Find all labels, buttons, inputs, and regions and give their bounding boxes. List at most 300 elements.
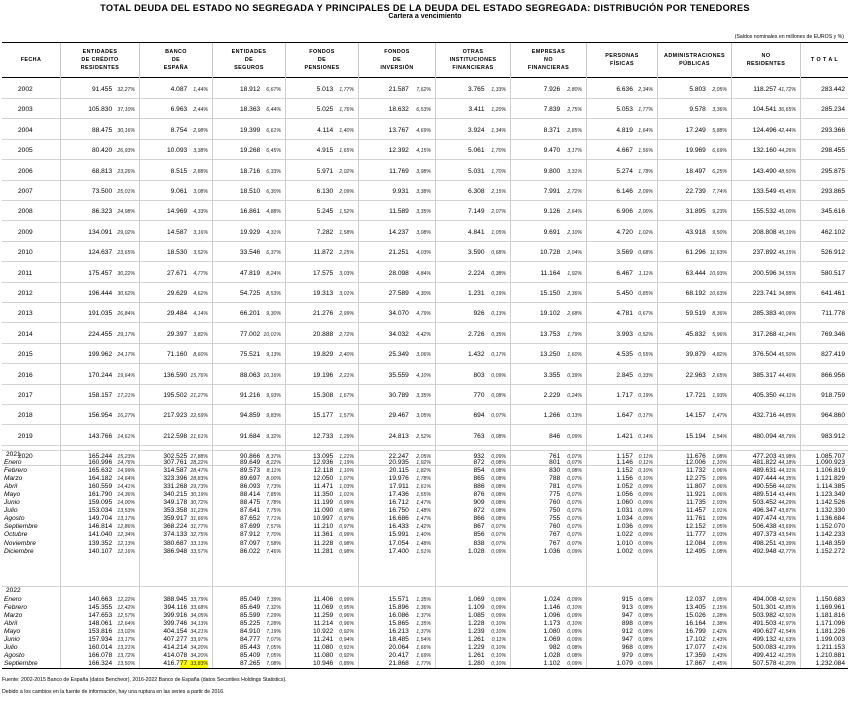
cell-percent: 8,11% xyxy=(266,468,281,474)
cell-percent: 0,67% xyxy=(638,311,653,317)
cell-value: 7.282 xyxy=(316,229,334,236)
column-divider xyxy=(212,76,213,668)
row-date: 2016 xyxy=(18,372,33,379)
cell-percent: 0,08% xyxy=(638,637,653,643)
cell-percent: 41,72% xyxy=(778,87,796,93)
cell-percent: 0,19% xyxy=(491,291,506,297)
cell-percent: 8,37% xyxy=(266,454,281,460)
cell-percent: 1,07% xyxy=(339,476,354,482)
cell-percent: 2,02% xyxy=(339,169,354,175)
cell-percent: 8,24% xyxy=(266,271,281,277)
cell-value: 145.355 xyxy=(88,604,113,611)
cell-value: 84.777 xyxy=(240,636,261,643)
table-row xyxy=(2,229,848,237)
row-date: Agosto xyxy=(4,515,25,522)
cell-total: 1.152.070 xyxy=(815,523,845,530)
cell-value: 19.969 xyxy=(685,147,706,154)
cell-percent: 1,77% xyxy=(416,661,431,667)
cell-value: 132.160 xyxy=(752,147,777,154)
cell-percent: 1,69% xyxy=(416,653,431,659)
row-divider xyxy=(2,180,848,181)
cell-percent: 1,03% xyxy=(712,532,727,538)
cell-value: 302.525 xyxy=(163,453,188,460)
cell-percent: 0,08% xyxy=(491,434,506,440)
cell-value: 9.578 xyxy=(689,106,706,113)
cell-percent: 13,72% xyxy=(117,653,135,659)
cell-percent: 3,52% xyxy=(193,250,208,256)
cell-percent: 2,99% xyxy=(339,311,354,317)
cell-percent: 21,61% xyxy=(190,434,208,440)
cell-value: 140.107 xyxy=(88,548,113,555)
cell-value: 85.225 xyxy=(240,620,261,627)
cell-percent: 2,15% xyxy=(491,189,506,195)
cell-value: 414.214 xyxy=(163,644,188,651)
cell-value: 506.438 xyxy=(752,523,777,530)
cell-value: 11.069 xyxy=(313,604,334,611)
table-row xyxy=(2,459,848,467)
cell-percent: 0,08% xyxy=(491,500,506,506)
cell-value: 770 xyxy=(473,392,485,399)
cell-percent: 26,93% xyxy=(117,148,135,154)
cell-value: 694 xyxy=(473,412,485,419)
cell-percent: 1,28% xyxy=(712,613,727,619)
cell-percent: 1,01% xyxy=(712,508,727,514)
cell-total: 1.150.683 xyxy=(815,596,845,603)
table-row xyxy=(2,475,848,483)
cell-percent: 0,08% xyxy=(491,516,506,522)
cell-percent: 2,75% xyxy=(567,107,582,113)
cell-percent: 0,08% xyxy=(491,508,506,514)
cell-percent: 7,75% xyxy=(266,508,281,514)
cell-percent: 43,39% xyxy=(778,541,796,547)
cell-percent: 1,06% xyxy=(712,484,727,490)
cell-value: 158.157 xyxy=(88,392,113,399)
cell-value: 11.735 xyxy=(686,499,706,506)
cell-value: 4.781 xyxy=(616,310,633,317)
cell-percent: 2,05% xyxy=(712,87,727,93)
cell-value: 80.420 xyxy=(91,147,113,154)
cell-percent: 14,36% xyxy=(117,492,135,498)
cell-value: 4.087 xyxy=(170,86,188,93)
row-date: 2014 xyxy=(18,331,33,338)
cell-percent: 1,29% xyxy=(339,434,354,440)
cell-value: 886 xyxy=(473,483,485,490)
cell-percent: 1,58% xyxy=(339,230,354,236)
column-divider xyxy=(139,76,140,668)
cell-value: 105.830 xyxy=(88,106,113,113)
cell-percent: 1,55% xyxy=(416,492,431,498)
cell-percent: 12,86% xyxy=(117,524,135,530)
cell-percent: 1,40% xyxy=(416,532,431,538)
cell-value: 18.497 xyxy=(685,168,706,175)
cell-percent: 13,53% xyxy=(117,508,135,514)
cell-value: 500.083 xyxy=(752,644,777,651)
cell-value: 166.324 xyxy=(88,660,113,667)
cell-percent: 0,10% xyxy=(491,629,506,635)
cell-percent: 0,08% xyxy=(638,653,653,659)
cell-value: 10.997 xyxy=(313,515,334,522)
header-otras-instituciones: OTRAS INSTITUCIONES FINANCIERAS xyxy=(435,43,510,77)
cell-percent: 0,89% xyxy=(339,661,354,667)
table-row xyxy=(2,331,848,339)
row-divider xyxy=(2,261,848,262)
cell-value: 947 xyxy=(621,636,633,643)
cell-value: 1.060 xyxy=(616,499,633,506)
cell-value: 331.268 xyxy=(163,483,188,490)
cell-percent: 1,06% xyxy=(712,468,727,474)
cell-percent: 12,64% xyxy=(117,621,135,627)
cell-value: 140.663 xyxy=(88,596,113,603)
cell-total: 918.759 xyxy=(821,392,845,399)
cell-value: 4.535 xyxy=(616,351,633,358)
cell-percent: 44,29% xyxy=(778,500,796,506)
cell-value: 11.350 xyxy=(313,491,334,498)
cell-value: 22.739 xyxy=(685,188,706,195)
cell-value: 71.160 xyxy=(167,351,188,358)
cell-percent: 43,87% xyxy=(778,508,796,514)
cell-percent: 1,08% xyxy=(712,549,727,555)
cell-percent: 2,72% xyxy=(339,332,354,338)
cell-value: 15.308 xyxy=(313,392,334,399)
cell-percent: 1,78% xyxy=(638,169,653,175)
cell-percent: 6,45% xyxy=(266,148,281,154)
cell-percent: 0,10% xyxy=(491,645,506,651)
cell-value: 1.239 xyxy=(467,628,485,635)
cell-value: 501.301 xyxy=(752,604,777,611)
row-date: 2008 xyxy=(18,208,33,215)
cell-value: 496.347 xyxy=(752,507,777,514)
cell-percent: 2,10% xyxy=(567,230,582,236)
cell-total: 1.181.226 xyxy=(815,628,845,635)
cell-value: 19.268 xyxy=(240,147,261,154)
cell-value: 16.799 xyxy=(685,628,706,635)
column-divider xyxy=(60,76,61,668)
cell-percent: 7,46% xyxy=(266,549,281,555)
cell-percent: 2,05% xyxy=(416,454,431,460)
cell-value: 47.819 xyxy=(240,270,261,277)
row-divider xyxy=(2,302,848,303)
cell-value: 88.475 xyxy=(240,499,261,506)
cell-value: 18.632 xyxy=(388,106,409,113)
cell-percent: 13,17% xyxy=(117,637,135,643)
cell-percent: 45,50% xyxy=(778,352,796,358)
cell-value: 10.728 xyxy=(540,249,561,256)
table-row xyxy=(2,208,848,216)
cell-value: 7.149 xyxy=(467,208,485,215)
cell-value: 1.028 xyxy=(543,652,561,659)
cell-value: 11.921 xyxy=(686,491,706,498)
cell-value: 856 xyxy=(473,531,485,538)
cell-value: 3.924 xyxy=(467,127,485,134)
section-year: 2021 xyxy=(6,451,21,458)
cell-percent: 0,09% xyxy=(638,532,653,538)
cell-percent: 0,10% xyxy=(567,605,582,611)
cell-value: 6.146 xyxy=(616,188,633,195)
cell-percent: 10,16% xyxy=(263,373,281,379)
cell-value: 915 xyxy=(621,596,633,603)
cell-value: 11.589 xyxy=(389,208,409,215)
cell-value: 34.032 xyxy=(388,331,409,338)
cell-value: 982 xyxy=(549,644,561,651)
cell-percent: 0,08% xyxy=(638,645,653,651)
cell-value: 16.164 xyxy=(685,620,706,627)
cell-value: 11.210 xyxy=(313,523,334,530)
cell-value: 104.541 xyxy=(752,106,777,113)
cell-value: 11.732 xyxy=(686,467,706,474)
cell-value: 66.201 xyxy=(240,310,261,317)
cell-value: 507.578 xyxy=(752,660,777,667)
cell-value: 1.152 xyxy=(616,467,633,474)
cell-percent: 2,36% xyxy=(567,291,582,297)
cell-percent: 8,53% xyxy=(266,291,281,297)
cell-percent: 0,09% xyxy=(567,661,582,667)
cell-total: 866.956 xyxy=(821,372,845,379)
cell-percent: 24,17% xyxy=(117,352,135,358)
cell-value: 5.971 xyxy=(316,168,334,175)
cell-percent: 0,13% xyxy=(567,413,582,419)
cell-value: 9.800 xyxy=(543,168,561,175)
cell-value: 141.040 xyxy=(88,531,113,538)
cell-percent: 1,61% xyxy=(416,484,431,490)
cell-value: 432.716 xyxy=(752,412,777,419)
cell-value: 11.769 xyxy=(389,168,409,175)
cell-percent: 1,20% xyxy=(491,107,506,113)
row-date: 2002 xyxy=(18,86,33,93)
cell-value: 404.154 xyxy=(163,628,188,635)
header-fondos-pensiones: FONDOS DE PENSIONES xyxy=(285,43,358,77)
cell-value: 932 xyxy=(473,453,485,460)
cell-total: 1.121.829 xyxy=(815,475,845,482)
cell-percent: 7,07% xyxy=(266,637,281,643)
cell-percent: 0,09% xyxy=(638,492,653,498)
cell-percent: 0,10% xyxy=(567,621,582,627)
cell-value: 11.361 xyxy=(313,531,334,538)
cell-total: 641.461 xyxy=(821,290,845,297)
cell-percent: 0,17% xyxy=(491,352,506,358)
cell-percent: 0,97% xyxy=(339,524,354,530)
cell-value: 386.948 xyxy=(163,548,188,555)
cell-value: 13.767 xyxy=(388,127,409,134)
cell-percent: 0,11% xyxy=(491,637,506,643)
cell-value: 134.091 xyxy=(88,229,113,236)
row-divider xyxy=(2,282,848,283)
cell-percent: 0,08% xyxy=(491,393,506,399)
cell-value: 88.063 xyxy=(240,372,261,379)
table-row xyxy=(2,660,848,668)
cell-percent: 0,08% xyxy=(491,460,506,466)
cell-value: 208.808 xyxy=(752,229,777,236)
cell-percent: 1,03% xyxy=(712,500,727,506)
cell-value: 866 xyxy=(473,515,485,522)
cell-value: 28.098 xyxy=(388,270,409,277)
cell-total: 1.199.003 xyxy=(815,636,845,643)
cell-percent: 1,48% xyxy=(416,508,431,514)
cell-percent: 0,95% xyxy=(339,605,354,611)
cell-value: 200.596 xyxy=(752,270,777,277)
cell-percent: 48,79% xyxy=(778,434,796,440)
cell-value: 15.194 xyxy=(685,433,706,440)
cell-value: 913 xyxy=(621,604,633,611)
cell-percent: 29,17% xyxy=(117,332,135,338)
cell-value: 12.050 xyxy=(313,475,334,482)
row-date: 2004 xyxy=(18,127,33,134)
cell-percent: 0,10% xyxy=(491,653,506,659)
cell-value: 29.397 xyxy=(167,331,188,338)
cell-percent: 5,88% xyxy=(712,128,727,134)
cell-percent: 0,97% xyxy=(339,516,354,522)
row-divider xyxy=(2,445,848,446)
cell-value: 490.556 xyxy=(752,483,777,490)
cell-percent: 2,65% xyxy=(712,373,727,379)
cell-value: 6.308 xyxy=(467,188,485,195)
cell-value: 9.931 xyxy=(392,188,409,195)
table-row xyxy=(2,412,848,420)
cell-percent: 3,06% xyxy=(416,352,431,358)
cell-value: 1.421 xyxy=(616,433,633,440)
cell-total: 1.106.819 xyxy=(815,467,845,474)
cell-percent: 0,99% xyxy=(339,500,354,506)
cell-value: 153.034 xyxy=(88,507,113,514)
cell-value: 926 xyxy=(473,310,485,317)
cell-percent: 9,83% xyxy=(266,413,281,419)
cell-percent: 42,91% xyxy=(778,613,796,619)
cell-percent: 1,33% xyxy=(491,87,506,93)
row-date: Febrero xyxy=(4,467,28,474)
cell-value: 133.549 xyxy=(752,188,777,195)
cell-percent: 9,23% xyxy=(712,209,727,215)
cell-value: 89.649 xyxy=(240,459,261,466)
cell-percent: 13,17% xyxy=(117,516,135,522)
cell-percent: 45,15% xyxy=(778,250,796,256)
row-date: 2003 xyxy=(18,106,33,113)
cell-percent: 45,45% xyxy=(778,189,796,195)
cell-percent: 0,39% xyxy=(567,373,582,379)
cell-value: 31.895 xyxy=(685,208,706,215)
row-date: Septiembre xyxy=(4,660,38,667)
cell-value: 1.146 xyxy=(616,459,633,466)
table-row xyxy=(2,644,848,652)
cell-percent: 0,68% xyxy=(638,250,653,256)
cell-percent: 0,08% xyxy=(567,645,582,651)
cell-value: 15.026 xyxy=(685,612,706,619)
footnote: Debido a los cambios en la fuente de información, hay una ruptura en las series a partir de 2016. xyxy=(2,689,225,695)
cell-value: 21.587 xyxy=(388,86,409,93)
cell-value: 1.146 xyxy=(543,604,561,611)
row-date: 2018 xyxy=(18,412,33,419)
cell-percent: 6,30% xyxy=(266,189,281,195)
cell-value: 11.259 xyxy=(313,612,334,619)
cell-value: 359.917 xyxy=(163,515,188,522)
cell-value: 1.010 xyxy=(616,540,633,547)
table-row xyxy=(2,604,848,612)
cell-percent: 26,84% xyxy=(117,311,135,317)
cell-percent: 3,01% xyxy=(339,291,354,297)
row-date: 2020 xyxy=(18,453,33,460)
cell-value: 196.444 xyxy=(88,290,113,297)
table-row xyxy=(2,86,848,94)
cell-value: 175.457 xyxy=(88,270,113,277)
cell-percent: 0,35% xyxy=(491,332,506,338)
cell-percent: 3,16% xyxy=(193,230,208,236)
row-date: 2013 xyxy=(18,310,33,317)
cell-value: 491.503 xyxy=(752,620,777,627)
cell-total: 580.517 xyxy=(821,270,845,277)
cell-percent: 1,37% xyxy=(416,629,431,635)
cell-percent: 0,24% xyxy=(567,393,582,399)
cell-value: 1.096 xyxy=(543,612,561,619)
cell-percent: 1,93% xyxy=(712,393,727,399)
cell-percent: 34,88% xyxy=(778,291,796,297)
table-row xyxy=(2,636,848,644)
cell-percent: 44,02% xyxy=(778,484,796,490)
cell-value: 153.816 xyxy=(88,628,113,635)
cell-percent: 0,14% xyxy=(638,434,653,440)
cell-percent: 12,42% xyxy=(117,605,135,611)
cell-percent: 33,79% xyxy=(190,597,208,603)
cell-percent: 3,38% xyxy=(193,148,208,154)
cell-percent: 7,85% xyxy=(266,492,281,498)
cell-value: 91.684 xyxy=(240,433,261,440)
cell-percent: 2,44% xyxy=(193,107,208,113)
cell-percent: 14,41% xyxy=(117,484,135,490)
cell-percent: 42,77% xyxy=(778,549,796,555)
cell-total: 526.912 xyxy=(821,249,845,256)
cell-value: 15.571 xyxy=(388,596,409,603)
table-row xyxy=(2,515,848,523)
cell-percent: 1,05% xyxy=(712,541,727,547)
cell-value: 10.922 xyxy=(313,628,334,635)
cell-percent: 2,07% xyxy=(491,209,506,215)
cell-percent: 0,08% xyxy=(491,468,506,474)
cell-value: 4.915 xyxy=(316,147,334,154)
cell-percent: 1,35% xyxy=(416,621,431,627)
cell-value: 223.741 xyxy=(752,290,777,297)
cell-value: 323.396 xyxy=(163,475,188,482)
cell-total: 298.455 xyxy=(821,147,845,154)
cell-value: 503.452 xyxy=(752,499,777,506)
table-row xyxy=(2,168,848,176)
cell-value: 394.116 xyxy=(163,604,188,611)
cell-value: 237.892 xyxy=(752,249,777,256)
cell-percent: 1,10% xyxy=(712,460,727,466)
cell-percent: 1,47% xyxy=(416,516,431,522)
cell-percent: 0,98% xyxy=(339,508,354,514)
cell-value: 1.173 xyxy=(543,620,561,627)
cell-value: 1.024 xyxy=(543,596,561,603)
cell-percent: 0,08% xyxy=(491,484,506,490)
cell-percent: 7,28% xyxy=(266,621,281,627)
row-date: Abril xyxy=(4,620,18,627)
column-divider xyxy=(800,76,801,668)
cell-value: 11.228 xyxy=(313,540,334,547)
table-row xyxy=(2,507,848,515)
cell-percent: 42,85% xyxy=(778,605,796,611)
header-administraciones-publicas: ADMINISTRACIONES PÚBLICAS xyxy=(657,43,731,77)
page-title: TOTAL DEUDA DEL ESTADO NO SEGREGADA Y PRINCIPALES DE LA DEUDA DEL ESTADO SEGREGADA: DISTRIBUCIÓN POR TENEDORES xyxy=(100,3,750,13)
cell-value: 12.152 xyxy=(685,523,706,530)
cell-percent: 1,09% xyxy=(712,476,727,482)
cell-value: 1.069 xyxy=(467,596,485,603)
cell-percent: 7,19% xyxy=(266,629,281,635)
cell-percent: 0,09% xyxy=(567,597,582,603)
row-divider xyxy=(2,200,848,201)
cell-value: 1.156 xyxy=(616,475,633,482)
table-row xyxy=(2,612,848,620)
cell-percent: 1,01% xyxy=(339,492,354,498)
cell-percent: 7,29% xyxy=(266,613,281,619)
table-row xyxy=(2,491,848,499)
column-divider xyxy=(731,76,732,668)
